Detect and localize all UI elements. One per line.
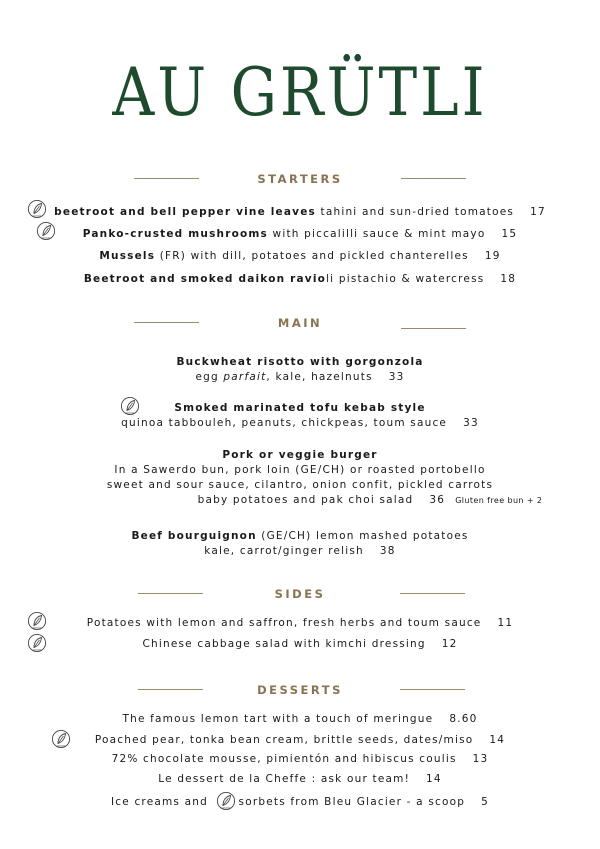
- menu-item: [0, 529, 600, 543]
- menu-item: [0, 752, 600, 766]
- menu-item: [0, 733, 600, 747]
- dish-note: Gluten free bun + 2: [455, 496, 543, 505]
- menu-item: [0, 712, 600, 726]
- section-title: STARTERS: [257, 172, 343, 186]
- section-header-main: [0, 313, 600, 333]
- menu-item: [0, 227, 600, 241]
- dish-price: 17: [530, 206, 546, 218]
- menu-item: [0, 616, 600, 630]
- dish-price: 38: [379, 545, 396, 557]
- restaurant-title: AU GRÜTLI: [112, 52, 488, 132]
- dish-description: Ice creams and: [110, 796, 213, 808]
- section-title: DESSERTS: [257, 683, 343, 697]
- section-header-sides: [0, 584, 600, 604]
- dish-price: 11: [497, 617, 514, 629]
- dish-price: 8.60: [449, 713, 478, 725]
- menu-item: [0, 637, 600, 651]
- dish-description: The famous lemon tart with a touch of meringue: [122, 713, 434, 725]
- section-header-starters: [0, 169, 600, 189]
- dish-name: Buckwheat risotto with gorgonzola: [176, 356, 424, 368]
- dish-name: Mussels: [99, 250, 156, 262]
- dish-price: 13: [472, 753, 489, 765]
- dish-name: Pork or veggie burger: [222, 449, 378, 461]
- dish-price: 33: [463, 417, 479, 429]
- dish-price: 15: [501, 228, 518, 240]
- dish-description: tahini and sun-dried tomatoes: [315, 206, 515, 218]
- dish-price: 36: [429, 494, 446, 506]
- dish-price: 14: [489, 734, 506, 746]
- menu-item: [0, 772, 600, 786]
- dish-price: 12: [441, 638, 458, 650]
- dish-name: Beef bourguignon: [131, 530, 257, 542]
- dish-name: beetroot and bell pepper vine leaves: [54, 206, 316, 218]
- dish-description: kale, carrot/ginger relish 38: [204, 545, 396, 557]
- dish-price: 5: [481, 796, 489, 808]
- dish-description: sweet and sour sauce, cilantro, onion confit, pickled carrots: [106, 479, 494, 491]
- dish-description: quinoa tabbouleh, peanuts, chickpeas, toum sauce 33: [121, 417, 479, 429]
- section-title: MAIN: [277, 316, 323, 330]
- menu-item: [0, 249, 600, 263]
- dish-description: Poached pear, tonka bean cream, brittle seeds, dates/miso: [94, 734, 474, 746]
- dish-name: Beetroot and smoked daikon ravio: [83, 273, 327, 285]
- menu-item: [0, 792, 600, 812]
- dish-description: Chinese cabbage salad with kimchi dressing: [142, 638, 426, 650]
- dish-description: In a Sawerdo bun, pork loin (GE/CH) or roasted portobello: [114, 464, 486, 476]
- dish-description: with piccalilli sauce & mint mayo: [268, 228, 486, 240]
- dish-description: Potatoes with lemon and saffron, fresh herbs and toum sauce: [86, 617, 482, 629]
- dish-description: egg parfait, kale, hazelnuts 33: [195, 371, 405, 383]
- divider: [400, 689, 465, 690]
- dish-description: sorbets from Bleu Glacier - a scoop: [238, 796, 466, 808]
- dish-description: 72% chocolate mousse, pimientón and hibiscus coulis: [111, 753, 457, 765]
- divider: [401, 178, 466, 179]
- dish-name: Panko-crusted mushrooms: [82, 228, 268, 240]
- divider: [400, 593, 465, 594]
- dish-name: Smoked marinated tofu kebab style: [174, 402, 426, 414]
- dish-price: 19: [484, 250, 501, 262]
- dish-price: 33: [388, 371, 405, 383]
- section-title: SIDES: [274, 587, 326, 601]
- dish-price: 14: [425, 773, 442, 785]
- vegetarian-leaf-icon: [216, 791, 236, 811]
- menu-item: [0, 205, 600, 219]
- dish-description: Le dessert de la Cheffe : ask our team!: [158, 773, 410, 785]
- menu-item: [0, 272, 600, 286]
- dish-description: baby potatoes and pak choi salad 36 Gluten free bun + 2: [197, 494, 543, 506]
- divider: [401, 328, 466, 329]
- dish-description: (FR) with dill, potatoes and pickled chanterelles: [155, 250, 469, 262]
- dish-description: li pistachio & watercress: [326, 273, 485, 285]
- dish-description: (GE/CH) lemon mashed potatoes: [256, 530, 469, 542]
- dish-price: 18: [500, 273, 517, 285]
- section-header-desserts: [0, 680, 600, 700]
